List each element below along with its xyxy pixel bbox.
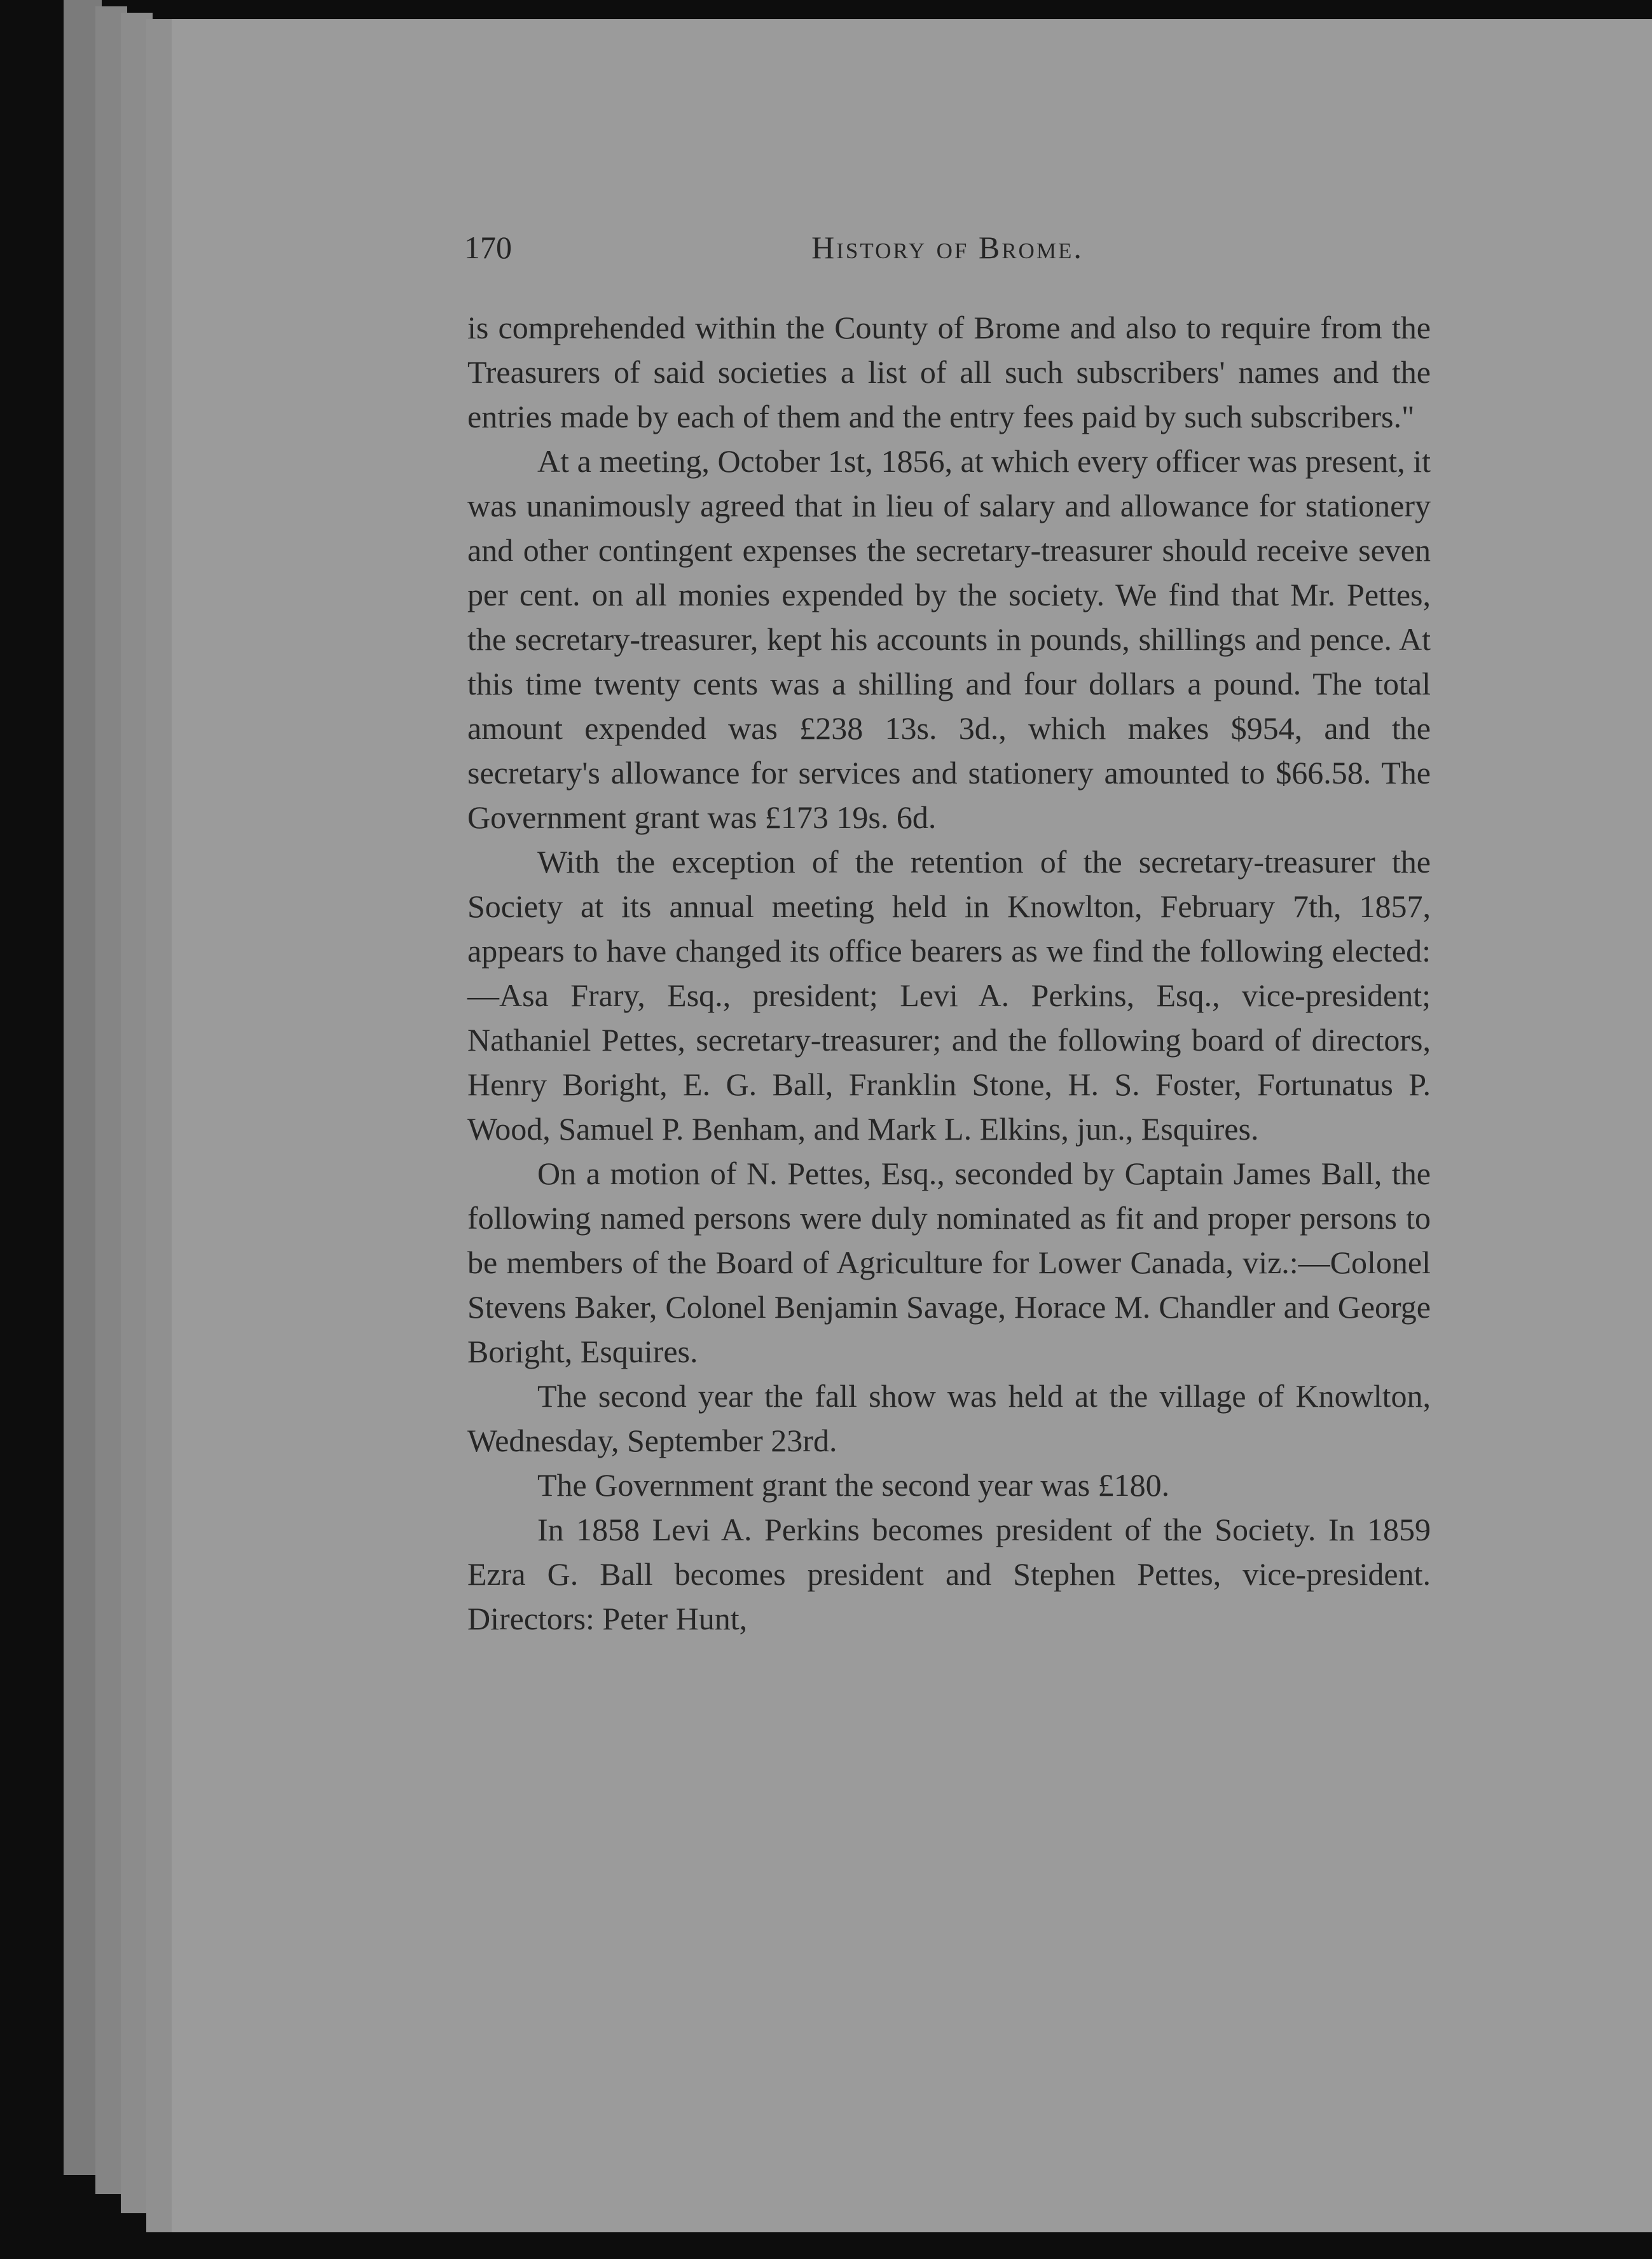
body-text bbox=[467, 305, 1431, 1641]
paragraph: In 1858 Levi A. Perkins becomes president of the Society. In 1859 Ezra G. Ball becomes president and Stephen Pettes, vice-president. Directors: Peter Hunt, bbox=[467, 1512, 1431, 1636]
paragraph: The second year the fall show was held at the village of Knowlton, Wednesday, September 23rd. bbox=[467, 1378, 1431, 1458]
paragraph: The Government grant the second year was £180. bbox=[537, 1467, 1170, 1503]
running-head bbox=[464, 229, 1475, 273]
paragraph: With the exception of the retention of the secretary-treasurer the Society at its annual meeting held in Knowlton, February 7th, 1857, appears to have changed its office bearers as we find the following elected:—Asa Frary, Esq., president; Levi A. Perkins, Esq., vice-president; Nathaniel Pettes, secretary-treasurer; and the following board of directors, Henry Boright, E. G. Ball, Franklin Stone, H. S. Foster, Fortunatus P. Wood, Samuel P. Benham, and Mark L. Elkins, jun., Esquires. bbox=[467, 844, 1431, 1147]
running-title: History of Brome. bbox=[811, 230, 1084, 265]
page-number: 170 bbox=[464, 230, 512, 265]
paragraph: is comprehended within the County of Brome and also to require from the Treasurers of said societies a list of all such subscribers' names and the entries made by each of them and the entry fees paid by such subscribers." bbox=[467, 310, 1431, 434]
paragraph: On a motion of N. Pettes, Esq., seconded by Captain James Ball, the following named persons were duly nominated as fit and proper persons to be members of the Board of Agriculture for Lower Canada, viz.:—Colonel Stevens Baker, Colonel Benjamin Savage, Horace M. Chandler and George Boright, Esquires. bbox=[467, 1156, 1431, 1369]
paragraph: At a meeting, October 1st, 1856, at which every officer was present, it was unanimously agreed that in lieu of salary and allowance for stationery and other contingent expenses the secretary-treasurer should receive seven per cent. on all monies expended by the society. We find that Mr. Pettes, the secretary-treasurer, kept his accounts in pounds, shillings and pence. At this time twenty cents was a shilling and four dollars a pound. The total amount expended was £238 13s. 3d., which makes $954, and the secretary's allowance for services and stationery amounted to $66.58. The Government grant was £173 19s. 6d. bbox=[467, 443, 1431, 835]
